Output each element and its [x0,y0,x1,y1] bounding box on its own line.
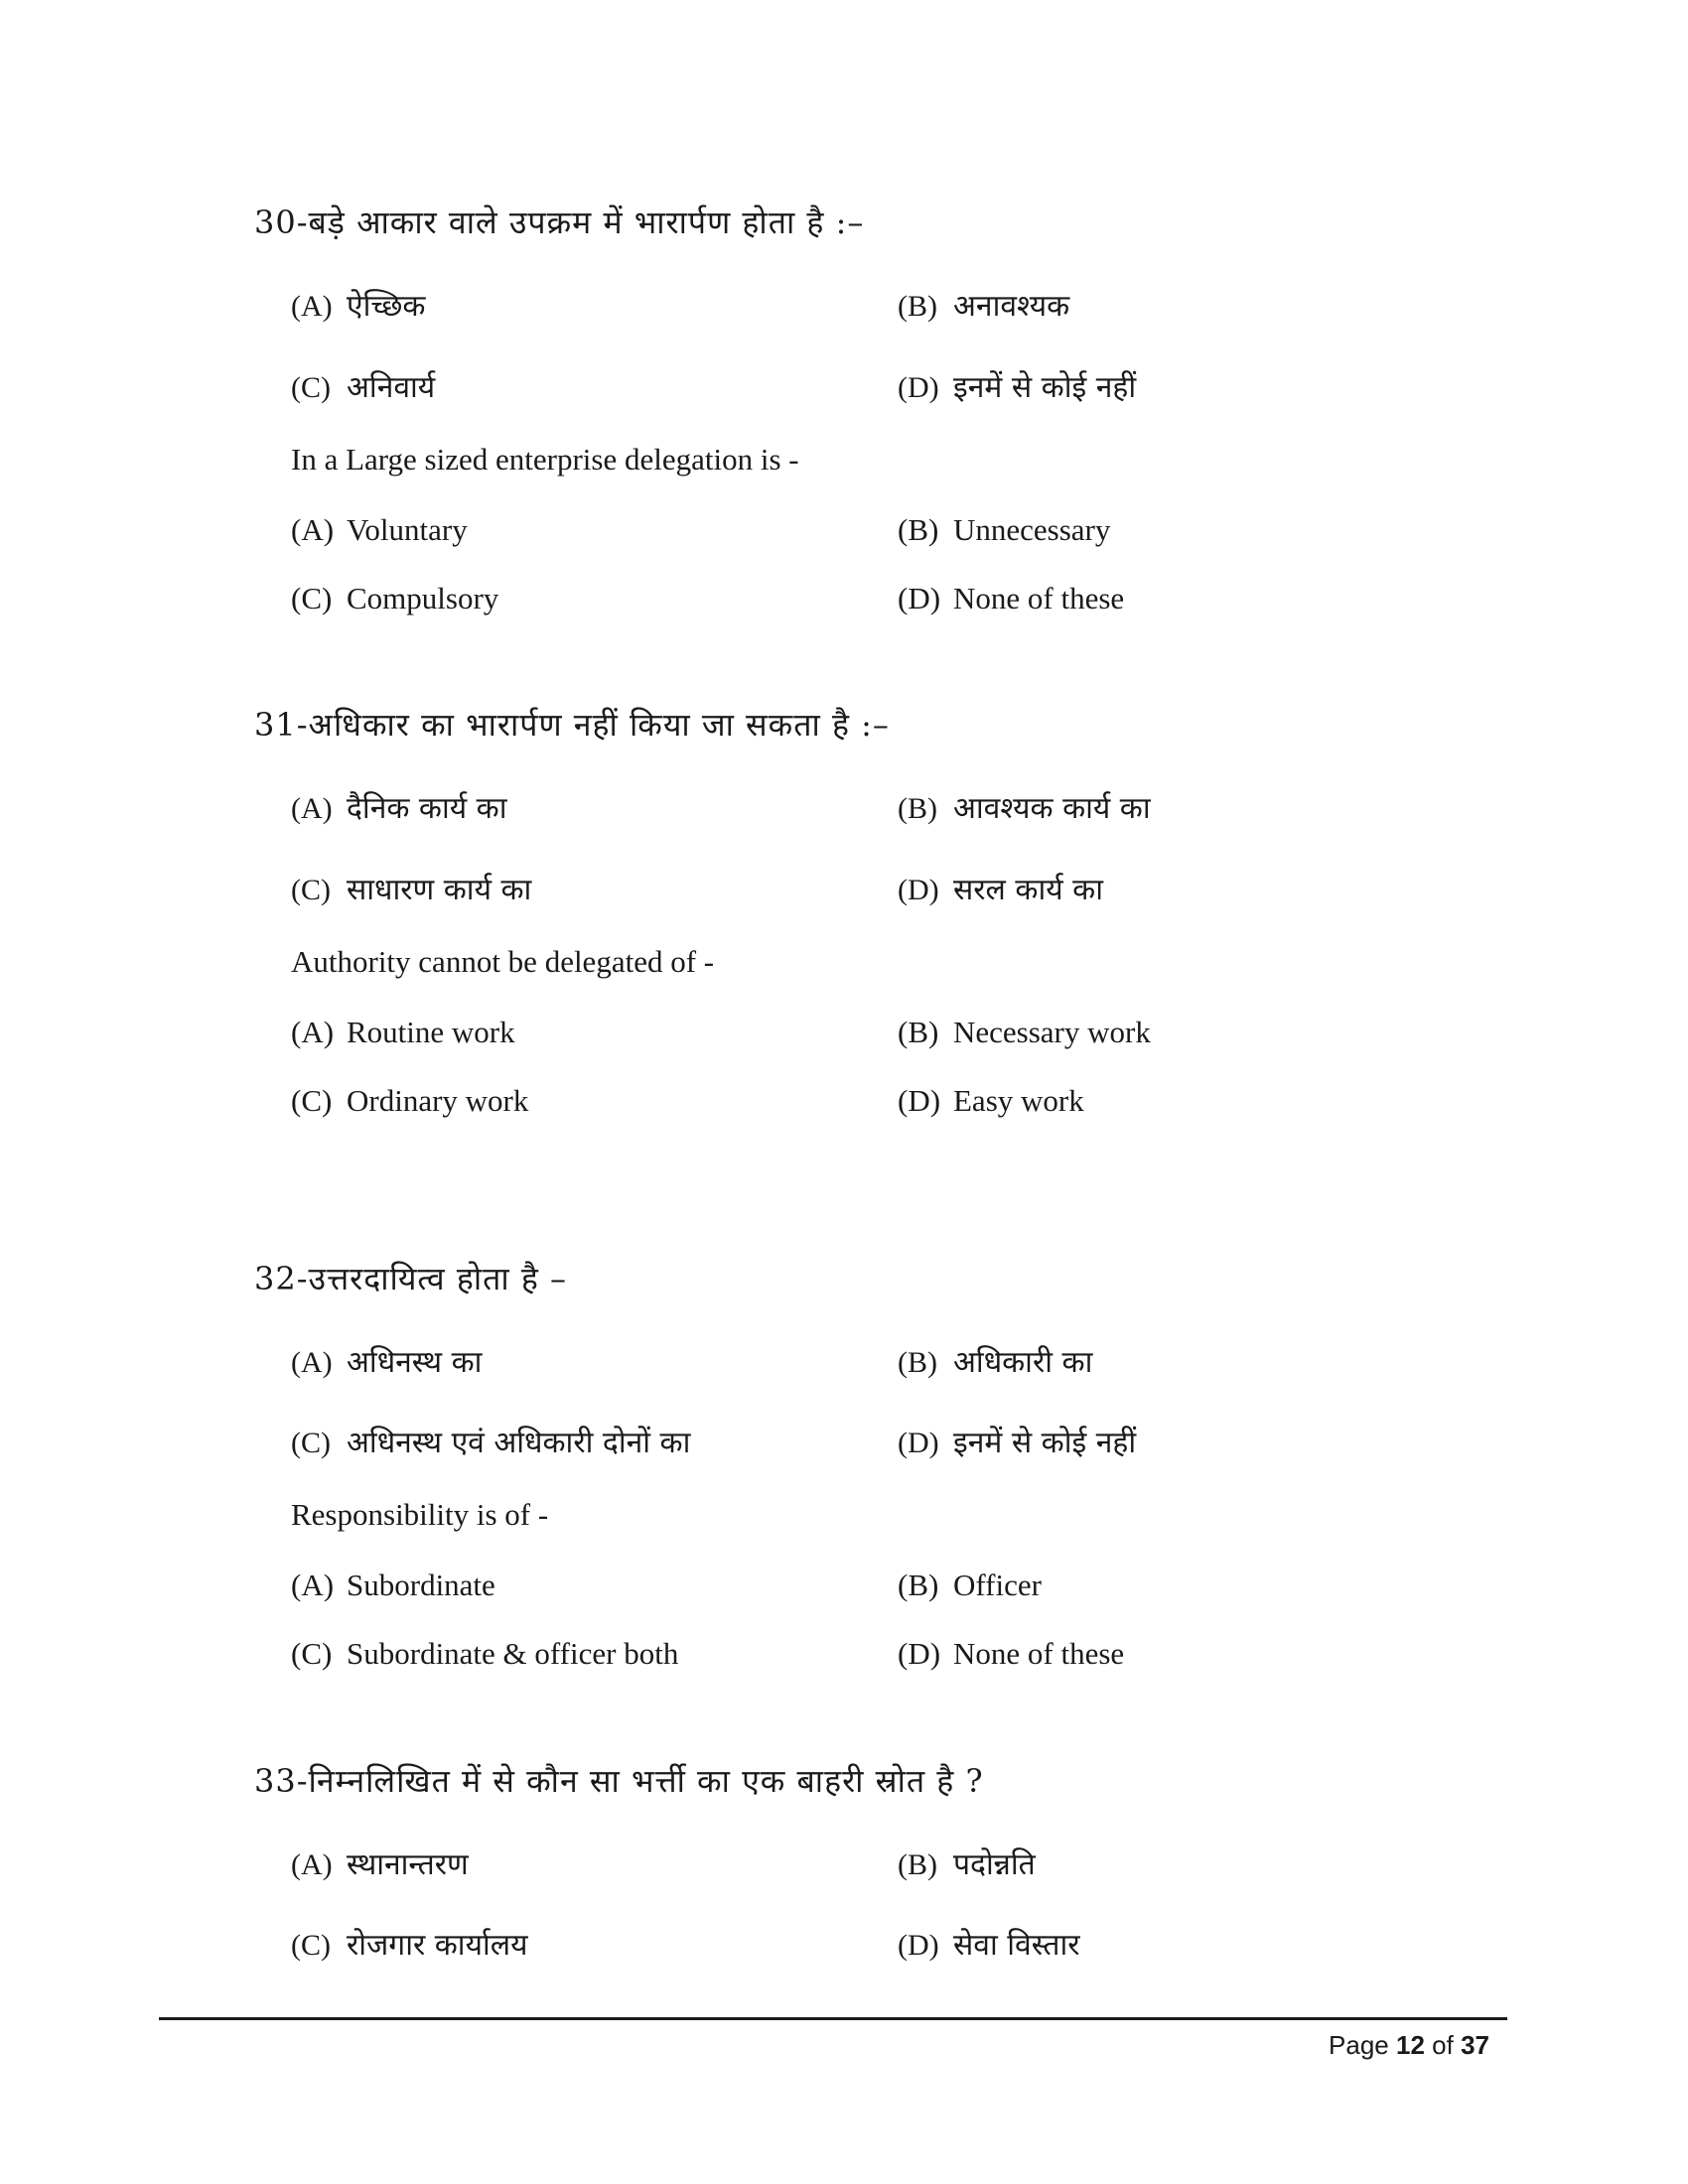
q30-english-option-c [291,581,498,616]
option-text: Compulsory [347,581,499,615]
option-text: साधारण कार्य का [347,873,532,907]
question-31-english-title: Authority cannot be delegated of - [291,944,715,979]
question-30-english-title: In a Large sized enterprise delegation is - [291,442,799,477]
option-letter-b: (B) [898,1015,939,1049]
option-letter-d: (D) [898,1636,941,1671]
option-letter-a: (A) [291,1568,335,1602]
q33-hindi-option-d [898,1923,1080,1964]
q33-hindi-option-a [291,1843,469,1883]
q31-hindi-option-c [291,868,531,908]
option-text: आवश्यक कार्य का [953,791,1151,826]
option-text: अनावश्यक [953,289,1070,324]
option-letter-d: (D) [898,1083,941,1118]
option-text: अधिकारी का [953,1345,1093,1380]
q30-hindi-option-c [291,365,435,406]
q32-hindi-option-a [291,1340,482,1381]
q32-english-option-d [898,1636,1124,1672]
option-text: सेवा विस्तार [953,1928,1080,1963]
option-text: अधिनस्थ एवं अधिकारी दोनों का [347,1426,691,1460]
option-letter-b: (B) [898,1346,937,1379]
option-text: रोजगार कार्यालय [347,1928,528,1963]
option-letter-b: (B) [898,1848,937,1881]
option-text: Subordinate & officer both [347,1636,679,1671]
option-text: सरल कार्य का [953,873,1103,907]
option-text: पदोन्नति [953,1847,1036,1882]
option-text: अनिवार्य [347,370,436,405]
q30-hindi-option-b [898,284,1069,325]
option-letter-a: (A) [291,792,333,825]
q31-english-option-c [291,1083,528,1119]
q30-hindi-option-a [291,284,425,325]
option-text: इनमें से कोई नहीं [953,370,1137,405]
option-letter-d: (D) [898,1427,939,1459]
option-letter-d: (D) [898,874,939,906]
option-text: Routine work [347,1015,515,1049]
option-letter-b: (B) [898,792,937,825]
question-32-english-title: Responsibility is of - [291,1497,549,1532]
option-text: Subordinate [347,1568,495,1602]
option-letter-a: (A) [291,1015,335,1049]
option-text: दैनिक कार्य का [347,791,507,826]
q31-hindi-option-b [898,786,1151,827]
question-30-hindi-title: 30-बड़े आकार वाले उपक्रम में भारार्पण होता है :– [254,204,865,241]
option-text: Easy work [953,1083,1084,1118]
q30-english-option-d [898,581,1124,616]
option-text: इनमें से कोई नहीं [953,1426,1137,1460]
option-text: स्थानान्तरण [347,1847,469,1882]
option-letter-c: (C) [291,1083,333,1118]
option-text: Ordinary work [347,1083,529,1118]
question-33-hindi-title: 33-निम्नलिखित में से कौन सा भर्त्ती का एक बाहरी स्रोत है ? [254,1762,984,1800]
total-pages: 37 [1461,2030,1489,2060]
footer-divider [159,2017,1507,2020]
option-letter-b: (B) [898,512,939,547]
option-letter-c: (C) [291,1427,331,1459]
option-text: None of these [953,581,1125,615]
q32-english-option-b [898,1568,1042,1603]
option-letter-d: (D) [898,581,941,615]
q31-english-option-a [291,1015,515,1050]
q32-english-option-c [291,1636,678,1672]
q33-hindi-option-b [898,1843,1036,1883]
option-letter-c: (C) [291,874,331,906]
q31-english-option-d [898,1083,1084,1119]
page-label: Page [1329,2030,1389,2060]
option-text: अधिनस्थ का [347,1345,483,1380]
option-text: Unnecessary [953,512,1111,547]
option-letter-d: (D) [898,1929,939,1962]
option-text: Officer [953,1568,1042,1602]
option-letter-a: (A) [291,1346,333,1379]
q32-hindi-option-d [898,1421,1136,1461]
q30-english-option-b [898,512,1110,548]
option-letter-c: (C) [291,1929,331,1962]
current-page: 12 [1396,2030,1425,2060]
question-31-hindi-title: 31-अधिकार का भारार्पण नहीं किया जा सकता है :– [254,706,890,744]
q32-hindi-option-c [291,1421,690,1461]
q31-hindi-option-d [898,868,1103,908]
option-letter-b: (B) [898,1568,939,1602]
option-letter-a: (A) [291,290,333,323]
page-number [1329,2030,1489,2061]
option-letter-c: (C) [291,1636,333,1671]
option-text: None of these [953,1636,1125,1671]
q32-hindi-option-b [898,1340,1092,1381]
q30-hindi-option-d [898,365,1136,406]
option-text: ऐच्छिक [347,289,426,324]
question-32-hindi-title: 32-उत्तरदायित्व होता है – [254,1260,567,1297]
q31-english-option-b [898,1015,1151,1050]
option-letter-a: (A) [291,512,335,547]
q31-hindi-option-a [291,786,506,827]
q33-hindi-option-c [291,1923,528,1964]
option-letter-d: (D) [898,371,939,404]
page-of-label: of [1432,2030,1454,2060]
option-letter-b: (B) [898,290,937,323]
q32-english-option-a [291,1568,495,1603]
option-letter-c: (C) [291,371,331,404]
option-letter-c: (C) [291,581,333,615]
q30-english-option-a [291,512,468,548]
option-text: Necessary work [953,1015,1151,1049]
option-text: Voluntary [347,512,468,547]
option-letter-a: (A) [291,1848,333,1881]
